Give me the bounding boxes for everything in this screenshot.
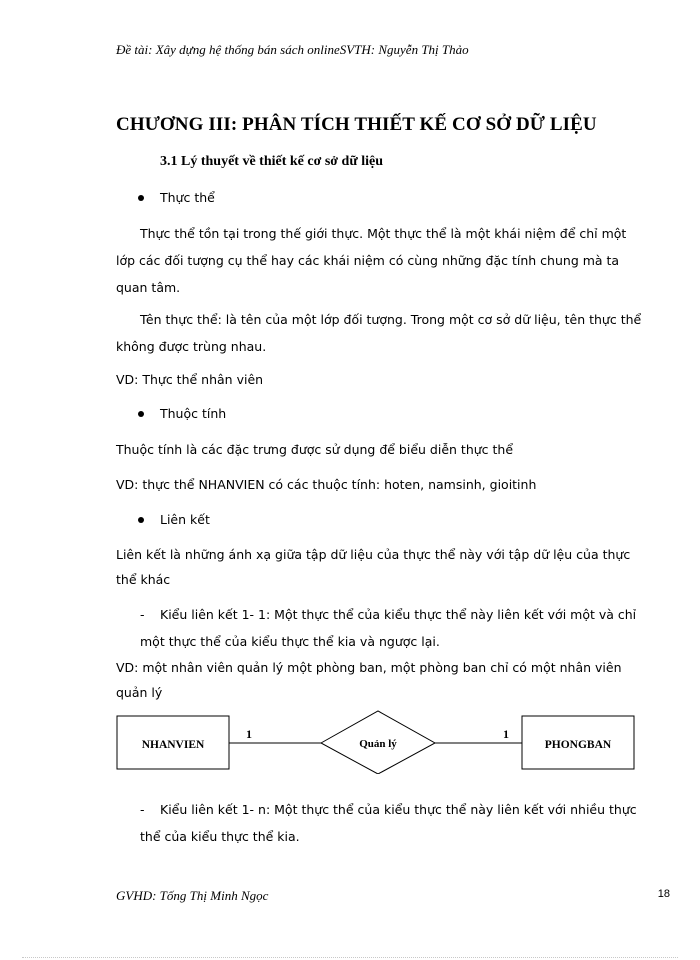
cardinality-left: 1 — [246, 727, 252, 741]
one-to-one-line2: một thực thể của kiểu thực thể kia và ngược lại. — [140, 634, 440, 649]
relationship-example-line1: VD: một nhân viên quản lý một phòng ban, một phòng ban chỉ có một nhân viên — [116, 660, 622, 675]
one-to-many-dash: - — [140, 802, 145, 817]
bullet-dot-icon — [138, 517, 144, 523]
entity-para1-line1: Thực thể tồn tại trong thế giới thực. Một thực thể là một khái niệm để chỉ một — [140, 226, 627, 241]
chapter-title: CHƯƠNG III: PHÂN TÍCH THIẾT KẾ CƠ SỞ DỮ LIỆU — [116, 114, 597, 135]
attribute-example: VD: thực thể NHANVIEN có các thuộc tính: hoten, namsinh, gioitinh — [116, 477, 537, 492]
relationship-para-line1: Liên kết là những ánh xạ giữa tập dữ liệu của thực thể này với tập dữ lệu của thực — [116, 547, 631, 562]
entity-para1-line2: lớp các đối tượng cụ thể hay các khái niệm có cùng những đặc tính chung mà ta — [116, 253, 620, 268]
bullet-dot-icon — [138, 411, 144, 417]
one-to-many-line2: thể của kiểu thực thể kia. — [140, 829, 300, 844]
bullet-entity-label: Thực thể — [160, 190, 215, 205]
page-number: 18 — [657, 888, 670, 900]
page-header: Đề tài: Xây dựng hệ thống bán sách onlineSVTH: Nguyễn Thị Thảo — [116, 42, 469, 57]
bullet-relationship-label: Liên kết — [160, 512, 210, 527]
entity-para2-line1: Tên thực thể: là tên của một lớp đối tượng. Trong một cơ sở dữ liệu, tên thực thể — [140, 312, 642, 327]
entity-para2-line2: không được trùng nhau. — [116, 339, 267, 354]
cardinality-right: 1 — [503, 727, 509, 741]
relationship-example-line2: quản lý — [116, 685, 163, 700]
relationship-label: Quản lý — [359, 738, 397, 750]
one-to-one-dash: - — [140, 607, 145, 622]
one-to-one-line1: Kiểu liên kết 1- 1: Một thực thể của kiểu thực thể này liên kết với một và chỉ — [160, 607, 637, 622]
attribute-para: Thuộc tính là các đặc trưng được sử dụng để biểu diễn thực thể — [116, 442, 514, 457]
er-diagram — [116, 710, 641, 774]
footer-instructor: GVHD: Tống Thị Minh Ngọc — [116, 888, 269, 903]
relationship-para-line2: thể khác — [116, 572, 171, 587]
one-to-many-line1: Kiểu liên kết 1- n: Một thực thể của kiểu thực thể này liên kết với nhiều thực — [160, 802, 637, 817]
entity-label-phongban: PHONGBAN — [544, 739, 612, 751]
bullet-dot-icon — [138, 195, 144, 201]
entity-para1-line3: quan tâm. — [116, 280, 181, 295]
section-title: 3.1 Lý thuyết về thiết kế cơ sở dữ liệu — [160, 154, 384, 169]
page-bottom-divider — [22, 957, 678, 958]
entity-label-nhanvien: NHANVIEN — [141, 739, 205, 751]
bullet-attribute-label: Thuộc tính — [160, 406, 227, 421]
entity-example: VD: Thực thể nhân viên — [116, 372, 264, 387]
